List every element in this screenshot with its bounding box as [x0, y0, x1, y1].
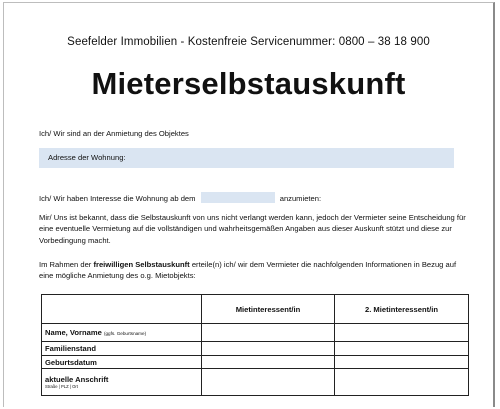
table-row: [42, 342, 469, 356]
move-in-sentence: [39, 192, 321, 204]
document-page: [3, 2, 495, 407]
name-label: Name, Vorname: [45, 328, 102, 337]
birth-label: Geburtsdatum: [42, 356, 202, 369]
consent-text: [39, 259, 469, 282]
consent-after: erteile(n) ich/ wir dem Vermieter die nachfolgenden Informationen in Bezug auf eine mögliche Anmietung des o.g. Mietobjekts:: [39, 260, 457, 281]
family-label: Familienstand: [42, 342, 202, 356]
name-field-applicant-1[interactable]: [202, 324, 335, 342]
current-address-hint: Straße | PLZ | Ort: [45, 384, 78, 389]
name-row-label: [42, 324, 202, 342]
col-header-applicant-2: 2. Mietinteressent/in: [335, 295, 469, 324]
current-address-label: aktuelle Anschrift: [45, 375, 109, 384]
applicant-table: [41, 294, 469, 396]
col-header-applicant-1: Mietinteressent/in: [202, 295, 335, 324]
birth-field-applicant-1[interactable]: [202, 356, 335, 369]
move-in-date-field[interactable]: [201, 192, 275, 203]
address-label: Adresse der Wohnung:: [48, 153, 126, 162]
disclaimer-text: Mir/ Uns ist bekannt, dass die Selbstauskunft von uns nicht verlangt werden kann, jedoch der Vermieter seine Entscheidung für eine eventuelle Vermietung auf die vollständigen und wahrheitsgemäßen Angaben aus dieser Auskunft stützt und diese zur Vorbedingung macht.: [39, 213, 466, 245]
address-field-applicant-2[interactable]: [335, 369, 469, 396]
address-field-applicant-1[interactable]: [202, 369, 335, 396]
interest-text-before: Ich/ Wir haben Interesse die Wohnung ab dem: [39, 194, 196, 203]
table-row: [42, 324, 469, 342]
name-field-applicant-2[interactable]: [335, 324, 469, 342]
page-title: Mieterselbstauskunft: [91, 66, 406, 101]
name-hint: (ggfs. Geburtsname): [103, 331, 147, 336]
table-header-row: [42, 295, 469, 324]
interest-text-after: anzumieten:: [279, 194, 322, 203]
address-row-label: [42, 369, 202, 396]
family-field-applicant-2[interactable]: [335, 342, 469, 356]
table-row: [42, 369, 469, 396]
table-row: [42, 356, 469, 369]
address-field[interactable]: [39, 148, 454, 168]
company-header: Seefelder Immobilien - Kostenfreie Servicenummer: 0800 – 38 18 900: [67, 36, 430, 48]
intro-text: Ich/ Wir sind an der Anmietung des Objektes: [39, 129, 189, 138]
birth-field-applicant-2[interactable]: [335, 356, 469, 369]
consent-before: Im Rahmen der: [39, 260, 92, 269]
family-field-applicant-1[interactable]: [202, 342, 335, 356]
consent-bold: freiwilligen Selbstauskunft: [93, 260, 190, 269]
table-header-empty: [42, 295, 202, 324]
